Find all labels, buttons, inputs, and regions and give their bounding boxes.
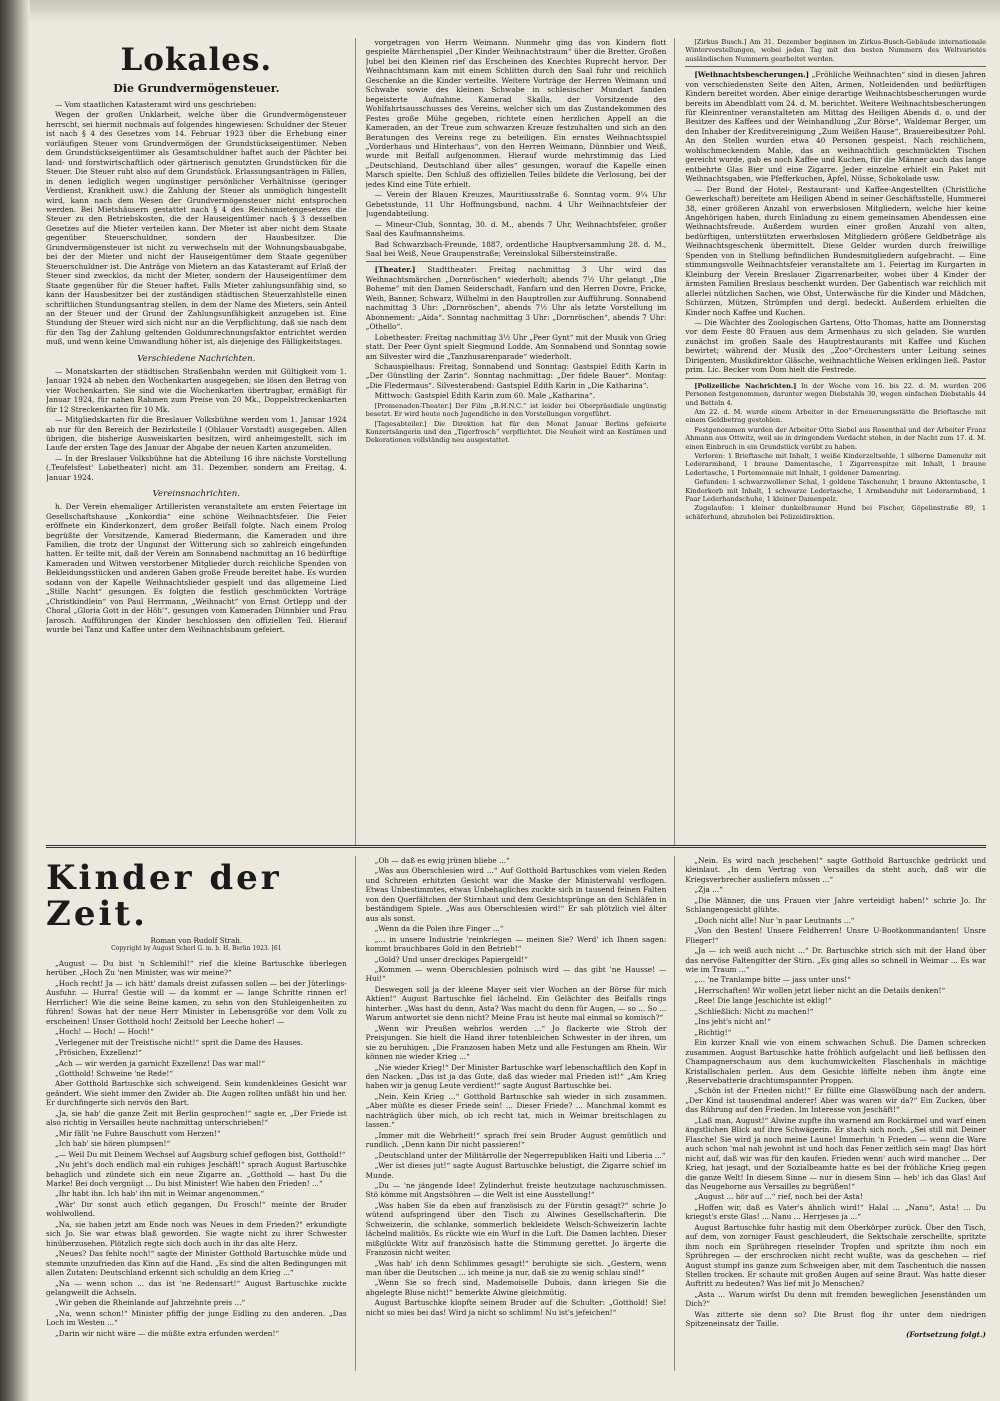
novel-column-3: [685, 856, 986, 1371]
novel-paragraph: „Na — wenn schon ... das ist 'ne Redensart!“ August Bartuschke zuckte gelangweilt die Achseln.: [46, 1278, 347, 1297]
novel-paragraph: „Herrschaften! Wir wollen jetzt lieber nicht an die Details denken!“: [694, 985, 946, 995]
novel-masthead: Kinder der Zeit.: [46, 858, 282, 934]
novel-paragraph: „Verlegener mit der Treistische nicht!“ sprit die Dame des Hauses.: [55, 1037, 303, 1047]
novel-paragraph: „Asta ... Warum wirfst Du denn mit fremden beweglichen Jesenständen um Dich?“: [685, 1289, 987, 1309]
novel-paragraph: „Doch nicht alle! Nur 'n paar Leutnants ...“: [694, 915, 855, 925]
novel-paragraph: „Gotthold! Schweine 'ne Rede!“: [55, 1068, 174, 1078]
novel-paragraph: „Wär' Dir sonst auch etlich gegangen, Du Frosch!“ meinte der Bruder wohlwollend.: [46, 1199, 347, 1219]
novel-paragraph: „Hoch! — Hoch! — Hoch!“: [55, 1027, 154, 1037]
continued-note: (Fortsetzung folgt.): [905, 1329, 987, 1339]
club-paragraph: h. Der Verein ehemaliger Artilleristen veranstaltete am ersten Feiertage im Gesellschaftshause „Konkordia“ eine schöne Weihnachtsfeier. Die Feier eröffnete ein Kinderkonzert, dem großer Beifall folgte. Nach einem Prolog begrüßte der Vorsitzende, Kamerad Biedermann, die Kameraden und ihre Familien, die trotz der Ungunst der Witterung sich so zahlreich eingefunden hatten. Er teilte mit, daß der Verein am Sonnabend nachmittag an 16 bedürftige Kameraden und Witwen verstorbener Mitglieder durch reichliche Spenden von Bekleidungsstücken und anderen Gaben große Freude bereitet habe. Es wurden sodann von der Kapelle Weihnachtslieder gespielt und das allgemeine Lied „Stille Nacht“ gesungen. Es folgten die festlich geschmückten Vorträge „Christkindlein“ von Paul Herrmann, „Weihnacht“ von Ernst Ortlepp und der Choral „Gloria Gott in der Höh'“, gesungen vom Kameraden Dünnbier und Frau Jarosch. Aufführungen der Kinder beschlossen den offiziellen Teil. Hierauf wurde bei Tanz und Kaffee unter dem Weihnachtsbaum gefeiert.: [46, 502, 347, 635]
circus-paragraph: [Zirkus Busch.] Am 31. Dezember beginnen im Zirkus-Busch-Gebäude internationale Wintervorstellungen, wobei jeden Tag mit den besten Nummern des Weltvarietés ausländischen Nummern gearbeitet werden.: [685, 38, 987, 63]
novel-paragraph: „Nein. Kein Krieg ...“ Gotthold Bartuschke sah wieder in sich zusammen. „Aber müßte es dieser Friede sein! ... Dieser Friede? ... Manchmal kommt es nachträglich über mich, ob ich recht tat, mich in Weimar breitschlagen zu lassen.“: [365, 1091, 667, 1130]
circus-notice: [685, 38, 986, 63]
theater-paragraph: [366, 265, 667, 331]
novel-paragraph: Deswegen soll ja der kleene Mayer seit vier Wochen an der Börse für mich Aktien!“ August Bartuschke fiel lächelnd. Ein Gelächter des Beifalls rings hinterher. „Was hast du denn, Asta? Was macht du denn für Augen, — so ... So ... Warum antwortet sie denn nicht? Meine Frau ist heute mal einmal so komisch?“: [365, 984, 667, 1023]
theater-paragraph: Lobetheater: Freitag nachmittag 3½ Uhr „Peer Gynt“ mit der Musik von Grieg statt. Der Peer Gynt spielt Siegmund Lodde. Am Sonnabend und Sonntag sowie am Silvester wird die „Tanzhusarenparade“ wiederholt.: [365, 332, 667, 361]
divider: [685, 66, 986, 67]
police-notices: [685, 382, 986, 522]
novel-paragraph: „Wenn wir Preußen wehrlos werden ...“ Jo flackerte wie Stroh der Preisjungen. Sie hielt die Hand ihrer totenbleichen Schwester in der ihren, um sie zu beruhigen. „Die Franzosen haben Metz und alle Festungen am Rhein. Wir können nie wieder Krieg ...“: [365, 1023, 667, 1062]
novel-paragraph: „Hoffen wir, daß es Vater's ähnlich wird!“ Halal ... „Nanu“, Asta! ... Du kriegst's erste Glas! ... Nanu ... Herrjeses ja ...“: [685, 1202, 987, 1222]
novel-byline: Roman von Rudolf Strah.: [150, 936, 243, 945]
novel-paragraph: August Bartuschke klopfte seinem Bruder auf die Schulter: „Gotthold! Sie! nicht so mies bei das! Wird ja nicht so schlimm! Nu ist's jefeichen!“: [365, 1298, 667, 1317]
police-paragraph: Gefunden: 1 schwarzwollener Schal, 1 goldene Taschenuhr, 1 braune Aktentasche, 1 Kinderkorb mit Inhalt, 1 schwarze Ledertasche, 1 Armbanduhr mit Lederarmband, 1 Paar Lederhandschuhe, 1 kleiner Damenpelz.: [685, 478, 987, 503]
news-paragraph: — Mitgliedskarten für die Breslauer Volksbühne werden vom 1. Januar 1924 ab nur für den Bereich der Bezirksteile I (Ohlauer Vorstadt) ausgegeben. Allen übrigen, die bisherige Ausweiskarten besitzen, wird anheimgestellt, sich im Laufe der ersten Tage des Januar der Abgabe der neuen Karten anzumelden.: [46, 415, 347, 453]
charity-paragraph: — Die Wächter des Zoologischen Gartens, Otto Thomas, hatte am Donnerstag vor dem Feste 80 Frauen aus dem Armenhaus zu sich geladen. Sie wurden zunächst im großen Saale des Hauptrestaurants mit Kaffee und Kuchen bewirtet; während der Musik des „Zoo“-Orchesters unter Leitung seines Dirigenten, Musikdirektor Gläsche, weihnachtliche Weisen erklingen ließ. Pastor prim. Lic. Becker vom Dom hielt die Festrede.: [685, 318, 987, 375]
police-tag: [Polizeiliche Nachrichten.]: [694, 381, 797, 390]
novel-paragraph: Aber Gotthold Bartuschke sich schweigend. Sein kundenkleines Gesicht war geändert. Wie sieht immer den Zwider ab. Die Augen rollten unfäßt hin und her. Er durchfingerte sich nervös den Bart.: [46, 1079, 347, 1108]
police-paragraph: Festgenommen wurden der Arbeiter Otto Siebel aus Rosenthal und der Arbeiter Franz Ahmann aus Ottwitz, weil sie in dringendem Verdacht stehen, in der Nacht zum 17. d. M. einen Einbruch in ein Grundstück verübt zu haben.: [685, 425, 987, 451]
novel-paragraph: „Die Männer, die uns Frauen vier Jahre verteidigt haben!“ schrie Jo. Ihr Schlangengesicht glühte.: [685, 895, 987, 915]
novel-paragraph: „Was hab' ich denn Schlimmes gesagt!“ beruhigte sie sich. „Gestern, wenn man über die Deutschen ... ich meine ja nur, daß sie zu wenig schlau sind!“: [365, 1258, 667, 1278]
novel-paragraph: „Ach — wir werden ja garnicht Exzellenz! Das war mal!“: [55, 1058, 266, 1068]
novel-paragraph: „Wenn da die Polen ihre Finger ...“: [374, 924, 504, 934]
lokales-headline: Die Grundvermögensteuer.: [113, 82, 280, 95]
novel-paragraph: „Wir geben die Rheinlande auf Jahrzehnte preis ...“: [55, 1298, 246, 1308]
charity-text: „Fröhliche Weihnachten“ sind in diesen Jahren von verschiedensten Seite den Alten, Armen, Notleidenden und bedürftigen Kindern bereitet worden. Aber einige derartige Weihnachtsbescherungen wurde bereits im Abendblatt vom 24. d. M. berichtet. Weitere Weihnachtsbescherungen für Kleinrentner veranstalteten am Mittag des Heiligen Abends d. o. und der Besitzer des Kaffees und der Weinhandlung „Zur Börse“, Waldemar Berger, um den Inhaber der Kreditvereinigung „Zum Weißen Hause“, Brauereibesitzer Pohl. An den Stellen wurden etwa 40 Personen gespeist. Nach reichlichem, wohlschmeckendem Mahle, das an weihnachtlich geschmückten Tischen gereicht wurde, gab es noch Kaffee und Kuchen, für die Männer auch das lange entbehrte Glas Bier und eine Zigarre. Jeder einzelne erhielt ein Paket mit Weihnachtsgaben, wie Pfefferkuchen, Äpfel, Nüsse, Schokolade usw.: [685, 70, 987, 184]
theater-paragraph: Mittwoch: Gastspiel Edith Karin zum 60. Male „Katharina“.: [374, 391, 596, 401]
small-paragraph: [Promenaden-Theater.] Der Film „B.H.N.C.“ ist leider bei Oberpräsidiale ungünstig besetzt. Er wird heute noch Jugendliche in den Vorstellungen vorgeführt.: [365, 401, 667, 419]
lokales-masthead: Lokales.: [120, 42, 273, 78]
copyright-text: Copyright by August Scherl G. m. b. H. Berlin 1923.: [111, 945, 270, 952]
novel-paragraph: „Ja, sie hab' die ganze Zeit mit Berlin gesprochen!“ sagte er, „Der Friede ist also richtig in Versailles heute nachmittag unterschrieben!“: [46, 1108, 347, 1128]
novel-paragraph: „Nie wieder Krieg!“ Der Minister Bartuschke warf lebenschaftlich den Kopf in den Nacken. „Das ist ja das Gute, daß das wieder mal Frieden ist!“ „Am Krieg haben wir ja genug Leute verdient!“ sagte August Bartuschke bei.: [365, 1062, 667, 1091]
police-text: In der Woche vom 16. bis 22. d. M. wurden 206 Personen festgenommen, darunter wegen Diebstahls 30, wegen einfachen Diebstahls 44 und Betteln 4.: [685, 381, 987, 407]
theater-text: Stadttheater: Freitag nachmittag 3 Uhr wird das Weihnachtsmärchen „Dornröschen“ wiederholt; abends 7½ Uhr gelangt „Die Boheme“ mit den Damen Seiderschadt, Fanfarn und den Herren Dovre, Fricke, Weih, Banner, Schwarz, Wilhelmi in den Hauptrollen zur Aufführung. Sonnabend nachmittag 3 Uhr: „Dornröschen“, abends 7½ Uhr als letzte Vorstellung im Abonnement: „Aida“. Sonntag nachmittag 3 Uhr: „Dornröschen“, abends 7 Uhr: „Othello“.: [365, 265, 667, 332]
novel-paragraph: „— Weil Du mit Deinem Wechsel auf Augsburg schief geflogen bist, Gotthold!“: [55, 1149, 346, 1159]
novel-paragraph: „Wenn Sie so frech sind, Mademoiselle Dubois, dann kriegen Sie die abgelegte Bluse nicht!“ bemerkte Alwine gleichmütig.: [365, 1278, 667, 1297]
club-paragraph: vorgetragen von Herrn Weimann. Nunmehr ging das von Kindern flott gespielte Märchenspiel „Der Kinder Weihnachtstraum“ über die Bretter. Großen Jubel bei den Kleinen rief das Erscheinen des Knechtes Ruprecht hervor. Der Weihnachtsmann kam mit einem Schlitten durch den Saal fuhr und reichlich Geschenke an die Kinder verteilte. Weitere Vorträge der Herren Weimann und Schwabe sowie des kleinen Schwabe in schlesischer Mundart fanden begeisterte Aufnahme. Kamerad Skalla, der Vorsitzende des Wohlfahrtsausschusses des Vereins, welcher sich um das Zustandekommen des Festes große Mühe gegeben, richtete einen herzlichen Appell an die Kameraden, an der Treue zum schwarzen Kreuze festzuhalten und sich an den Beratungen des Vereins rege zu beteiligen. Ein ernstes Weihnachtsspiel „Vorderhaus und Hinterhaus“, von den Herren Weimann, Dünnbier und Weiß, wurde mit Beifall aufgenommen. Hierauf wurde mehrstimmig das Lied „Deutschland, Deutschland über alles“ gesungen, worauf die Kapelle einen Marsch spielte. Den Schluß des offiziellen Teiles bildete die Verlosung, bei der jedes Kind eine Tüte erhielt.: [365, 38, 667, 189]
novel-paragraph: „Von den Besten! Unsere Feldherren! Unsre U-Bootkommandanten! Unsre Flieger!“: [685, 926, 987, 945]
novel-paragraph: „Nu jeht's doch endlich mal ein ruhiges Jeschäft!“ sprach August Bartuschke behaglich und zündete sich ein neue Zigarre an. „Gotthold — hast Du die Marke! Bei doch vergnügt ... Du bist Minister! Wie haben den Frieden! ...“: [46, 1160, 347, 1188]
news-paragraph: — In der Breslauer Volksbühne hat die Abteilung 16 ihre nächste Vorstellung (‚Teufelsfest' Lobetheater) nicht am 31. Dezember, sondern am Freitag, 4. Januar 1924.: [46, 453, 347, 482]
divider: [685, 378, 986, 379]
novel-paragraph: „... 'ne Tranlampe bitte — jass unter uns!“: [694, 975, 851, 985]
novel-paragraph: „Ihr habt ihn. Ich hab' ihn mit in Weimar angenommen.“: [55, 1189, 265, 1199]
police-paragraph: Am 22. d. M. wurde einem Arbeiter in der Erneuerungsstätte die Brieftasche mit einem Geldbetrag gestohlen.: [685, 407, 987, 425]
small-notices: [366, 402, 667, 445]
theater-tag: [Theater.]: [374, 265, 416, 275]
lokales-paragraph: Wegen der großen Unklarheit, welche über die Grundvermögensteuer herrscht, sei hiermit nochmals auf folgendes hingewiesen: Schuldner der Steuer ist nach § 4 des Gesetzes vom 14. Februar 1923 über die Erhebung einer vorläufigen Steuer vom Grundvermögen der Grundstückseigentümer. Neben dem Grundstückseigentümer als Gesamtschuldner haftet auch der Pächter bei land- und forstwirtschaftlich oder gärtnerisch genutzten Grundstücken für die Steuer. Die Steuer ruht also auf dem Grundstück. Erlassungsanträgen in Fällen, in denen lediglich wegen ungünstiger persönlicher Verhältnisse (geringer Verdienst, Krankheit usw.) die Zahlung der Steuer als unmöglich hingestellt wird, kann nach dem Wesen der Grundvermögensteuer nicht entsprochen werden. Bei Mietshäusern gestattet nach § 4 des Reichsmietengesetzes die Steuer zu den Betriebskosten, die der Hauseigentümer nach § 3 desselben Gesetzes auf die Mieter verteilen kann. Der Mieter ist aber nicht dem Staate gegenüber Steuerschuldner, sondern der Hausbesitzer. Die Grundvermögensteuer ist nicht zu verwechseln mit der Wohnungsbauabgabe, bei der der Mieter und nicht der Hauseigentümer dem Staate gegenüber Steuerschuldner ist. Die Anträge von Mietern an das Katasteramt auf Erlaß der Steuer sind zwecklos, da nicht der Mieter, sondern der Hauseigentümer dem Staate gegenüber für die Steuer haftet. Falls Mieter zahlungsunfähig sind, so kann der Hausbesitzer bei der zuständigen städtischen Steuerzahlstelle einen schriftlichen Stundungsantrag stellen, in dem der Name des Mieters, sein Anteil an der Steuer und der Grund der Zahlungsunfähigkeit anzugeben ist. Eine Stundung der Steuer wird sich nicht nur an die Verpflichtung, daß sie nach dem für den Tag der Zahlung geltenden Goldumrechnungsfaktor entrichtet werden muß, und wenn keine Umwandlung höher ist, als diejenige des Fälligkeitstages.: [46, 110, 347, 347]
installment-number: [61: [271, 945, 282, 952]
novel-paragraph: „Deutschland unter der Militärrolle der Negerrepubliken Haiti und Liberia ...“: [374, 1150, 666, 1160]
novel-paragraph: „Na, sie haben jetzt am Ende noch was Neues in dem Frieden?“ erkundigte sich Jo. Sie war etwas blaß geworden. Sie wagte nicht zu ihrer Schwester hinüberzusehen. Plötzlich regte sich doch auch in ihr das alte Herz.: [46, 1219, 347, 1248]
section-subheading: Verschiedene Nachrichten.: [137, 353, 256, 364]
novel-column-1: [46, 856, 356, 1371]
divider: [366, 261, 667, 262]
theater-paragraph: Schauspielhaus: Freitag, Sonnabend und Sonntag: Gastspiel Edith Karin in „Der Günstling der Zarin“. Sonntag nachmittag: „Der fidele Bauer“. Montag: „Die Fledermaus“. Silvesterabend: Gastspiel Edith Karin in „Die Katharina“.: [365, 361, 667, 390]
novel-section: [46, 856, 986, 1371]
section-subheading: Vereinsnachrichten.: [152, 489, 241, 500]
police-paragraph: Zugelaufen: 1 kleiner dunkelbrauner Hund bei Fischer, Göpelinstraße 89, 1 schäferhund, abzuholen bei Polizeidirektion.: [685, 504, 987, 521]
novel-paragraph: „Was aus Oberschlesien wird ...“ Auf Gotthold Bartuschkes vom vielen Reden und Schreien erhitzten Gesicht war die Maske der Ministerwahl verflogen. Etwas Unbestimmtes, etwas Unbehagliches zuckte sich in tausend feinen Falten von den Querfältchen der Stirnhaut und dem Gesichtsprünge an den Schläfen in beständigem Spiele. „Was aus Oberschlesien wird!“ Er sah plötzlich viel älter aus als sonst.: [365, 866, 667, 923]
police-paragraph: Verloren: 1 Brieftasche mit Inhalt, 1 weiße Kinderzeltsohle, 1 silberne Damenuhr mit Lederarmband, 1 braune Damentasche, 1 Zigarrenspitze mit Inhalt, 1 braune Ledertasche, 1 Portemonnaie mit Inhalt, 1 goldener Damenring.: [685, 451, 987, 477]
charity-paragraph: [685, 70, 986, 183]
section-rule: [46, 845, 986, 848]
novel-copyright: [46, 945, 347, 953]
novel-paragraph: „Kommen — wenn Oberschlesien polnisch wird — das gibt 'ne Hausse! — Hui!“: [365, 964, 667, 984]
column-right: [685, 38, 986, 845]
news-paragraph: — Monatskarten der städtischen Straßenbahn werden mit Gültigkeit vom 1. Januar 1924 ab neben den Wochenkarten ausgegeben; sie lösen den Betrag von vier Wochenkarten. Sie sind wie die Wochenkarten übertragbar, ermäßigt für Januar 1924, für nahen Rahmen zum Preise von 20 Mk., Doppelstreckenkarten für 12 Streckenkarten für 10 Mk.: [46, 366, 347, 414]
novel-paragraph: „Darin wir nicht wäre — die müßte extra erfunden werden!“: [55, 1328, 280, 1338]
novel-paragraph: „Zja ...“: [694, 885, 723, 895]
novel-paragraph: „Hoch recht! Ja — ich hätt' damals dreist zufassen sollen — bei der Jüterlings-Ausfuhr. — Hurra! Gestie will — da kommt er — lange Schritte rinnen er! Herrlicher! Wie die seine Beine kamen, zu sehn von den Stuhleigenheiten zu führen! Sowas hat der neue Herr Minister in Lebensgröße vor dem Volk zu erscheinen! Unser Gotthold hoch! Zeitsold ber Leeche hoher! —: [46, 978, 347, 1026]
novel-paragraph: „Schließlich: Nicht zu machen!“: [694, 1006, 814, 1016]
novel-paragraph: „Was haben Sie da eben auf französisch zu der Fürstin gesagt?“ schrie Jo wütend aufspringend über den Tisch zu Alwines Gesellschafterin. Die Schweizerin, die schlanke, sommerlich bekleidete Welsch-Schweizerin lachte lächelnd malitiös. Es rückte wie ein Wurf in die Luft. Die Damen lachten. Dieser mißglückte Witz auf französisch hatte die Stimmung gerettet. Jo ärgerte die Franzosin nicht weiter.: [365, 1200, 667, 1258]
upper-section: [46, 38, 986, 845]
charity-tag: [Weihnachtsbescherungen.]: [694, 70, 810, 80]
novel-paragraph: „August ... hör auf ...“ rief, noch bei der Asta!: [694, 1192, 863, 1202]
novel-paragraph: „Na, wenn schon!“ Minister pfiffig der junge Eidling zu den anderen. „Das Loch im Westen ...“: [46, 1308, 347, 1328]
novel-paragraph: „... in unsere Industrie 'reinkriegen — meinen Sie? Werd' ich Ihnen sagen: kommt brauchbares Gold in den Betrieb!“: [365, 934, 667, 954]
novel-paragraph: „Ree! Die lange Jeschichte ist eklig!“: [694, 996, 832, 1006]
novel-paragraph: „Richtig!“: [694, 1027, 732, 1037]
novel-paragraph: „Wer ist dieses jut!“ sagte August Bartuschke belustigt, die Zigarre schief im Munde.: [365, 1161, 667, 1180]
novel-paragraph: „Nein. Es wird nach jeschehen!“ sagte Gotthold Bartuschke gedrückt und kleinlaut. „In dem Vertrag von Versailles da steht auch, daß wir die Kriegsverbrecher ausliefern müssen ...“: [685, 856, 987, 884]
novel-paragraph: „Gold? Und unser dreckiges Papiergeld!“: [374, 954, 528, 964]
novel-paragraph: „Neues? Das fehlte noch!“ sagte der Minister Gotthold Bartuschke müde und stemmte unzufrieden das Kinn auf die Hand. „Es sind die alten Bedingungen mit allen Zutaten: Deutschland erkennt sich schuldig an dem Krieg ...“: [46, 1249, 347, 1278]
page-top-edge: [30, 0, 1000, 22]
novel-paragraph: Was zitterte sie denn so? Die Brust flog ihr unter dem niedrigen Spitzeneinsatz der Taille.: [685, 1309, 987, 1329]
novel-paragraph: „Du — 'ne jängende Idee! Zylinderhut freiste heutzutage nachzuschmissen. Stö kömme mit Angstsöhren — die Welt ist eine Ausstellung!“: [365, 1180, 667, 1200]
novel-paragraph: August Bartuschke fuhr hastig mit dem Oberkörper zurück. Über den Tisch, auf dem, von zorniger Faust geschleudert, die Sektschale zerschellte, spritzte ihm noch ein Sprühregen rieselnder Tropfen und spritzte ihm noch ein Sprühregen — der erschrocken nicht recht wußte, was da geschehen — rief August stumpf ins ganze zum Schweigen aber, mit dem Taschentuch die nassen Stellen trocken. Er schaute mit großen Augen auf seine Braut. Was hatte dieser Auftritt zu bedeuten? Was lief mit Jo Menschen?: [685, 1222, 987, 1289]
lokales-intro: — Vom staatlichen Katasteramt wird uns geschrieben:: [55, 100, 257, 109]
novel-paragraph: „Immer mit die Wehrheit!“ sprach frei sein Bruder August gemütlich und rundlich. „Denn kann Dir nicht passieren!“: [365, 1130, 667, 1150]
novel-paragraph: „Ins jeht's nicht an!“: [694, 1017, 771, 1027]
novel-paragraph: „August — Du bist 'n Schlemihl!“ rief die kleine Bartuschke überlegen herüber. „Hoch Zu 'nen Minister, was wir meine?“: [46, 959, 347, 978]
charity-paragraph: — Der Bund der Hotel-, Restaurant- und Kaffee-Angestellten (Christliche Gewerkschaft) bereitete am Heiligen Abend in seiner Geschäftsstelle, Hummerei 38, einer größeren Anzahl von erwerbslosen Mitgliedern, welche hier keine Angehörigen haben, durch Einladung zu einem gemeinsamen Abendessen eine Weihnachtsfreude. Außerdem wurden einer großen Anzahl von alten, bedürftigen, unterstützten erwerbslosen Mitgliedern größere Geldbeträge als Weihnachtsgeschenk übermittelt. Diese Gelder wurden durch freiwillige Spenden von in Stellung befindlichen Bundesmitgliedern aufgebracht. — Eine stimmungsvolle Weihnachtsfeier veranstaltete am 1. Feiertag im Kurgarten in Kleinburg der Verein Breslauer Zigarrenarbeiter, wobei über 4 Kinder der ärmsten Familien Breslaus beschenkt wurden. Der Gabentisch war reichlich mit allerlei nützlichen Sachen, wie Obst, Unterwäsche für die Kinder und Mädchen, Schürzen, Mützen, Strümpfen und dergl. bedeckt. Außerdem erhielten die Kinder noch Kaffee und Kuchen.: [685, 184, 987, 317]
novel-paragraph: „Ja — ich weiß auch nicht ...“ Dr. Bartuschke strich sich mit der Hand über das nervöse Faltengitter der Stirn. „Es ging alles so schnell in Weimar ... Es war wie im Traum ...“: [685, 946, 987, 974]
police-paragraph: [685, 382, 986, 407]
novel-paragraph: „Oh — daß es ewig jrünen bliebe ...“: [374, 856, 510, 865]
novel-paragraph: „Prösichen, Exzellenz!“: [55, 1048, 142, 1058]
club-paragraph: Bad Schwarzbach-Freunde, 1887, ordentliche Hauptversammlung 28. d. M., Saal bei Weiß, Neue Graupenstraße; Vereinslokal Silbersteinstraße.: [365, 239, 667, 258]
small-paragraph: [Tagesabteiler.] Die Direktion hat für den Monat Januar Berlins gefeierte Konzertsängerin und den „Tigerfrosch“ verpflichtet. Die Neuheit wird an Kostümen und Dekorationen vollständig neu ausgestattet.: [365, 419, 667, 445]
novel-paragraph: „Ich hab' sie hören plumpsen!“: [55, 1139, 171, 1149]
column-lokales: [46, 38, 356, 845]
column-middle: [366, 38, 676, 845]
club-paragraph: — Mineur-Club, Sonntag, 30. d. M., abends 7 Uhr, Weihnachtsfeier, großer Saal des Kaufmannsheims.: [365, 219, 667, 239]
novel-paragraph: „Mir fällt 'ne Fuhre Bauschutt vom Herzen!“: [55, 1128, 221, 1138]
novel-paragraph: Ein kurzer Knall wie von einem schwachen Schuß. Die Damen schrecken zusammen. August Bartuschke hatte fröhlich aufgelacht und ließ beflissen den Champagnerschaum aus dem kuchumwickelten Flaschenhals in mächtige Kristallschalen perlen. Aus dem Gesichte löffelte neben ihm ängte eine ‚Reservebatterie drachtumspannter Proppen.: [685, 1038, 987, 1085]
novel-paragraph: „Laß man, August!“ Alwine zupfte ihn warnend am Rockärmel und warf einen ängstlichen Blick auf ihre Schwägerin. Er stach sich noch. „Sei still mit Deiner Flasche! Sie wird ja noch meine Laune! Immerhin 'n Frieden — wenn die Ware auch schon 'mal nah jewohnt ist und hoch das Fener zeitlich sein mag! Das hört nicht auf, daß wir was für den kaufen. Frieden wenn' auch wird mancher ... Der Krieg, hat jesagt, und der Sozialbeamte hatte es bei der fröhliche Krieg gegen die ganze Welt! In diesem Sinne — nur in diesem Sinn — heb' ich das Glas! Auf das Neugeborne aus Versailles zu begrüßen!“: [685, 1115, 987, 1191]
club-paragraph: — Verein der Blauen Kreuzes, Mauritiusstraße 6. Sonntag vorm. 9¼ Uhr Gebetsstunde, 11 Uhr Hoffnungsbund, nachm. 4 Uhr Weihnachtsfeier der Jugendabteilung.: [365, 190, 667, 219]
page-binding-edge: [0, 0, 30, 1401]
novel-paragraph: „Schön ist der Frieden nicht!“ Er füllte eine Glaswölbung nach der andern. „Der Kind ist tausendmal anderer! Aber was waren wir da?“ Ein Zucken, über das Rührung auf den Frieden. Im Interesse von Jeschäft!“: [685, 1086, 987, 1115]
novel-column-2: [366, 856, 676, 1371]
